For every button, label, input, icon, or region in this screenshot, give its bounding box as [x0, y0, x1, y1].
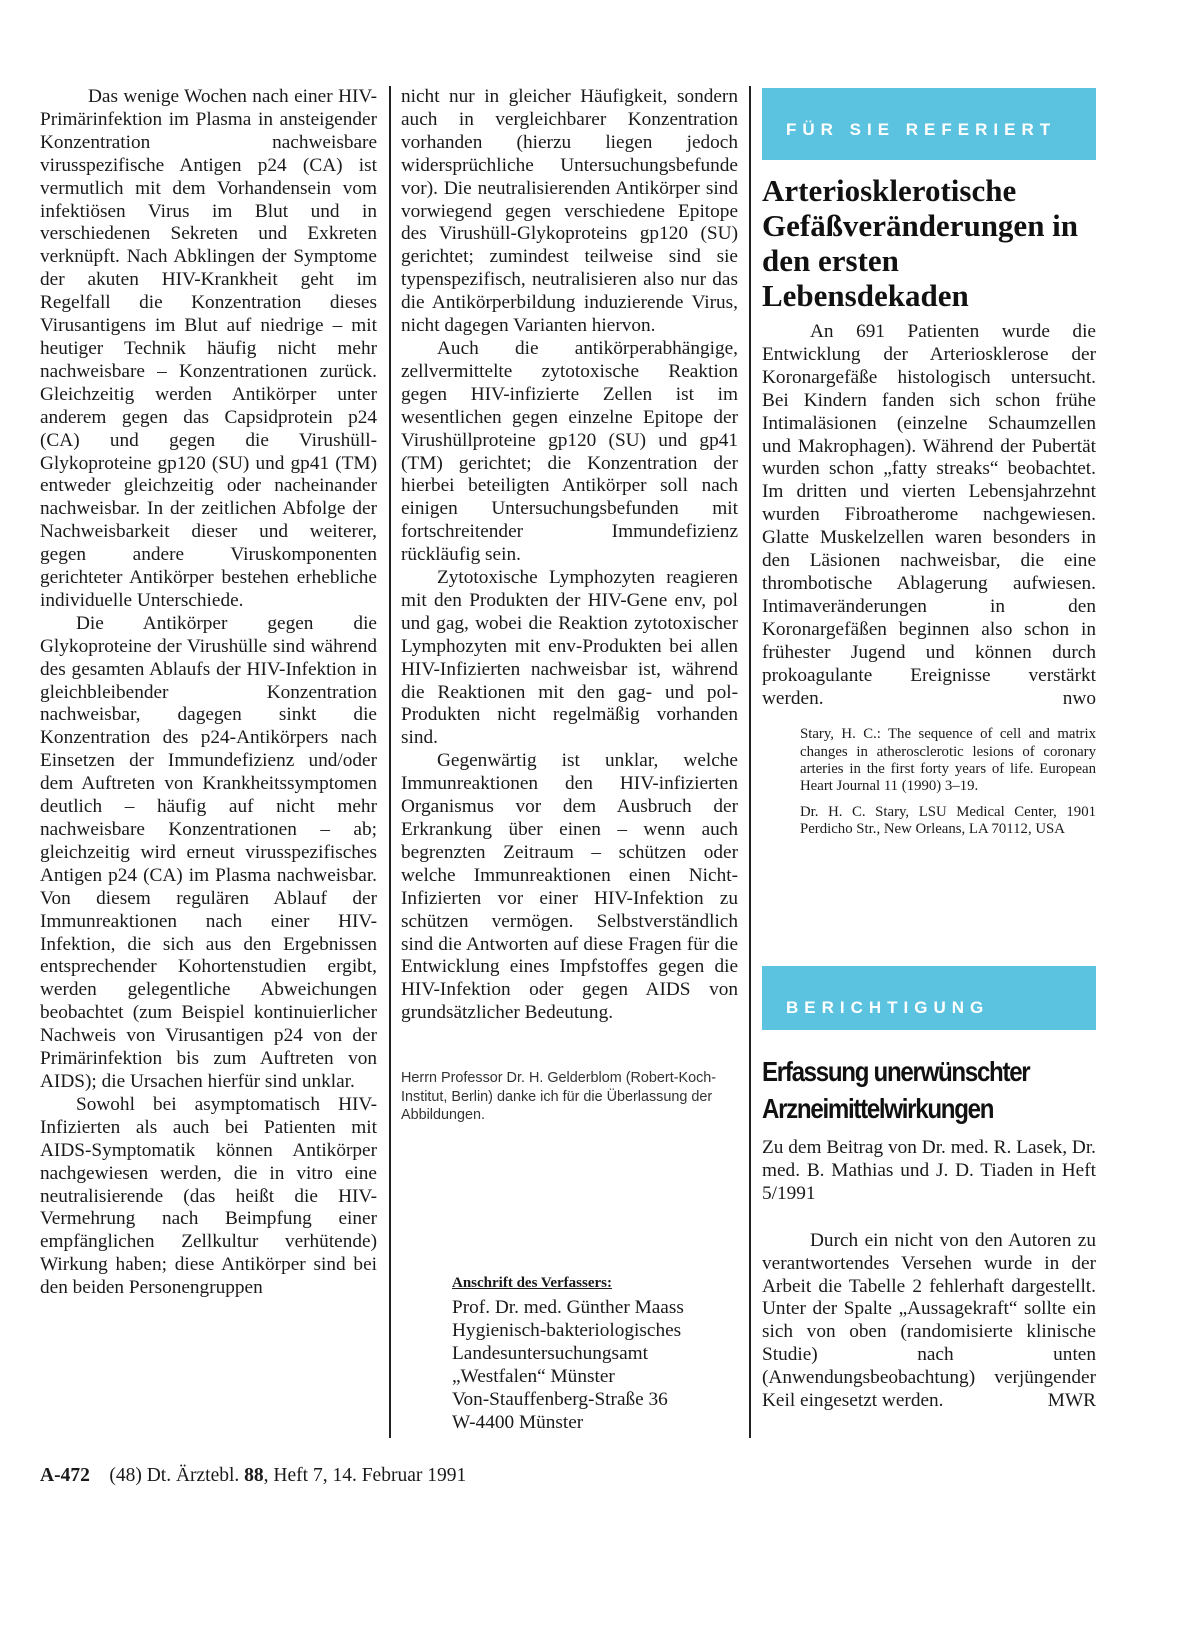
address-line: Prof. Dr. med. Günther Maass: [452, 1297, 684, 1318]
paragraph: Sowohl bei asymptomatisch HIV-Infizierten als auch bei Patienten mit AIDS-Symptomatik können Antikörper nachgewiesen werden, die in vitro eine neutralisierende (das heißt die HIV-Vermehrung nach Beimpfung einer empfänglichen Zellkultur verhütende) Wirkung haben; diese Antikörper sind bei den beiden Personengruppen: [40, 1093, 377, 1299]
article-column-2: [401, 86, 738, 1139]
sidebar-article-body: [762, 321, 1096, 838]
correction-body: [762, 1137, 1096, 1413]
address-line: Landesuntersuchungsamt: [452, 1342, 648, 1364]
column-rule-left: [389, 86, 391, 1438]
section-banner-referiert: [762, 88, 1096, 160]
banner-label: BERICHTIGUNG: [786, 998, 990, 1017]
paragraph: [762, 321, 1096, 710]
paragraph: Gegenwärtig ist unklar, welche Immunreaktionen den HIV-infizierten Organismus vor dem Ausbruch der Erkrankung über einen – wenn auch begrenzten Zeitraum – schützen oder welche Immunreaktionen einen Nicht-Infizierten vor einer HIV-Infektion zu schützen vermögen. Selbstverständlich sind die Antworten auf diese Fragen für die Entwicklung eines Impfstoffes gegen die HIV-Infektion oder gegen AIDS von grundsätzlicher Bedeutung.: [401, 750, 738, 1024]
article-column-1: [40, 86, 377, 1300]
paragraph: Auch die antikörperabhängige, zellvermittelte zytotoxische Reaktion gegen HIV-infizierte Zellen ist im wesentlichen gegen einzelne Epitope der Virushüllproteine gp120 (SU) und gp41 (TM) gerichtet; die Konzentration der hierbei beteiligten Antikörper soll nach einigen Untersuchungsbefunden mit fortschreitender Immundefizienz rückläufig sein.: [401, 337, 738, 566]
issue-date: , Heft 7, 14. Februar 1991: [263, 1465, 467, 1486]
paragraph: Zytotoxische Lymphozyten reagieren mit den Produkten der HIV-Gene env, pol und gag, wobei die Reaktion zytotoxischer Lymphozyten mit env-Produkten bei allen HIV-Infizierten nachweisbar ist, während die Reaktionen mit den gag- und pol-Produkten nicht regelmäßig vorhanden sind.: [401, 567, 738, 749]
address-line: Hygienisch-bakteriologisches: [452, 1319, 682, 1341]
banner-label: FÜR SIE REFERIERT: [786, 120, 1057, 139]
reference: Stary, H. C.: The sequence of cell and matrix changes in atherosclerotic lesions of coronary arteries in the first forty years of life. European Heart Journal 11 (1990) 3–19.: [800, 726, 1096, 795]
section-banner-berichtigung: [762, 966, 1096, 1030]
reference-address: Dr. H. C. Stary, LSU Medical Center, 1901 Perdicho Str., New Orleans, LA 70112, USA: [800, 803, 1096, 837]
author-signature: nwo: [1062, 687, 1096, 709]
address-line: Von-Stauffenberg-Straße 36: [452, 1388, 668, 1410]
article-headline: Arteriosklerotische Gefäßveränderungen in den ersten Lebensdekaden: [762, 173, 1079, 313]
page-footer: [40, 1465, 466, 1487]
paragraph: [762, 1230, 1096, 1413]
address-line: „Westfalen“ Münster: [452, 1365, 615, 1387]
paragraph: nicht nur in gleicher Häufigkeit, sondern auch in vergleichbarer Konzentration vorhanden (hierzu liegen jedoch widersprüchliche Untersuchungsbefunde vor). Die neutralisierenden Antikörper sind vorwiegend gegen verschiedene Epitope des Virushüll-Glykoproteins gp120 (SU) gerichtet; zumindest teilweise sind sie typenspezifisch, neutralisieren also nur das die Antikörperbildung induzierende Virus, nicht dagegen Varianten hiervon.: [401, 86, 738, 337]
author-address: [452, 1297, 684, 1434]
column-rule-right: [749, 86, 751, 1438]
author-signature: MWR: [1047, 1390, 1096, 1412]
article-text: Durch ein nicht von den Autoren zu verantwortendes Versehen wurde in der Arbeit die Tabelle 2 fehlerhaft dargestellt. Unter der Spalte „Aussagekraft“ sollte ein sich von oben (randomisierte klinische Studie) nach unten (Anwendungsbeobachtung) verjüngender Keil eingesetzt werden.: [762, 1229, 1096, 1412]
image-credit: Herrn Professor Dr. H. Gelderblom (Robert-Koch-Institut, Berlin) danke ich für die Überlassung der Abbildungen.: [401, 1070, 717, 1123]
author-address-heading: Anschrift des Verfassers:: [452, 1275, 612, 1291]
article-text: An 691 Patienten wurde die Entwicklung der Arteriosklerose der Koronargefäße histologisch untersucht. Bei Kindern fanden sich schon frühe Intimaläsionen (einzelne Schaumzellen und Makrophagen). Während der Pubertät wurden schon „fatty streaks“ beobachtet. Im dritten und vierten Lebensjahrzehnt wurden Fibroatherome nachgewiesen. Glatte Muskelzellen waren besonders in den Läsionen nachweisbar, die eine thrombotische Ablagerung aufwiesen. Intimaveränderungen in den Koronargefäßen beginnen also schon in frühester Jugend und können durch prokoagulante Ereignisse verstärkt werden.: [762, 321, 1096, 709]
correction-headline: Erfassung unerwünschter Arzneimittelwirkungen: [762, 1056, 1030, 1124]
volume: 88: [244, 1465, 264, 1486]
page-number: A-472: [40, 1465, 90, 1486]
paragraph: Das wenige Wochen nach einer HIV-Primärinfektion im Plasma in ansteigender Konzentration nachweisbare virusspezifische Antigen p24 (CA) ist vermutlich mit dem Vorhandensein vom infektiösen Virus im Blut und in verschiedenen Sekreten und Exkreten verknüpft. Nach Abklingen der Symptome der akuten HIV-Krankheit geht im Regelfall die Konzentration dieses Virusantigens im Blut auf niedrige – mit heutiger Technik häufig nicht mehr nachweisbare – Konzentrationen zurück. Gleichzeitig werden Antikörper unter anderem gegen das Capsidprotein p24 (CA) und gegen die Virushüll-Glykoproteine gp120 (SU) und gp41 (TM) entweder gleichzeitig oder nacheinander nachweisbar. In der zeitlichen Abfolge der Nachweisbarkeit dieser und weiterer, gegen andere Viruskomponenten gerichteter Antikörper bestehen erhebliche individuelle Unterschiede.: [40, 86, 377, 611]
address-line: W-4400 Münster: [452, 1411, 584, 1433]
paragraph: Die Antikörper gegen die Glykoproteine der Virushülle sind während des gesamten Ablaufs der HIV-Infektion in gleichbleibender Konzentration nachweisbar, dagegen sinkt die Konzentration des p24-Antikörpers nach Einsetzen der Immundefizienz und/oder dem Auftreten von Krankheitssymptomen deutlich – häufig auf nicht mehr nachweisbare Konzentrationen – ab; gleichzeitig wird erneut virusspezifisches Antigen p24 (CA) im Plasma nachweisbar. Von diesem regulären Ablauf der Immunreaktionen nach einer HIV-Infektion, die sich aus den Ergebnissen entsprechender Kohortenstudien ergibt, werden gelegentliche Abweichungen beobachtet (zum Beispiel kontinuierlicher Nachweis von Virusantigen p24 von der Primärinfektion bis zum Auftreten von AIDS); die Ursachen hierfür sind unklar.: [40, 612, 377, 1092]
journal-name: (48) Dt. Ärztebl.: [109, 1465, 240, 1486]
correction-intro: Zu dem Beitrag von Dr. med. R. Lasek, Dr. med. B. Mathias und J. D. Tiaden in Heft 5/1991: [762, 1137, 1096, 1204]
